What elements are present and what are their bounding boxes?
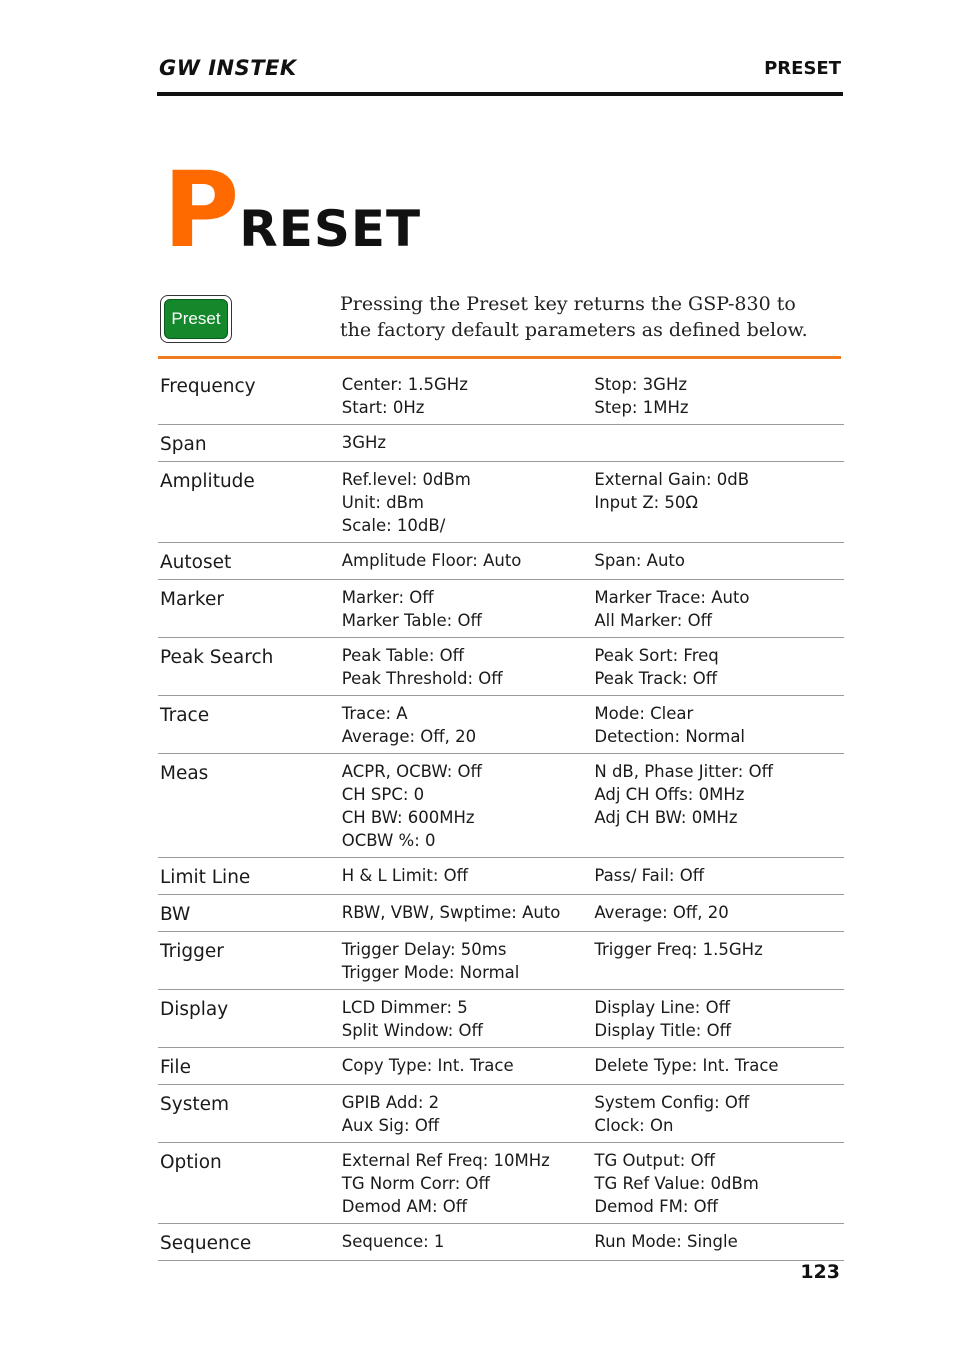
table-row (158, 858, 844, 895)
section-name: PRESET (764, 58, 841, 79)
setting-category: Sequence (160, 1233, 252, 1254)
setting-value: N dB, Phase Jitter: Off (594, 762, 773, 781)
setting-values-left (342, 586, 595, 632)
setting-value: H & L Limit: Off (341, 866, 468, 885)
setting-values-left (342, 938, 595, 984)
setting-value: Peak Track: Off (594, 669, 718, 688)
setting-value: Start: 0Hz (341, 398, 425, 417)
setting-values-right (594, 586, 844, 632)
setting-value: Clock: On (594, 1116, 674, 1135)
title-initial: P (163, 149, 240, 271)
page-header (157, 56, 843, 96)
setting-value: Average: Off, 20 (594, 903, 729, 922)
table-row (158, 425, 844, 462)
setting-value: Trace: A (341, 704, 408, 723)
setting-value: Trigger Freq: 1.5GHz (594, 940, 763, 959)
setting-value: Marker Table: Off (341, 611, 482, 630)
table-row (158, 367, 844, 425)
setting-values-left (342, 431, 595, 456)
setting-value: Aux Sig: Off (341, 1116, 440, 1135)
setting-values-right (594, 901, 844, 926)
setting-category: Autoset (160, 552, 232, 573)
intro-text: Pressing the Preset key returns the GSP-830 to the factory default parameters as defined below. (340, 293, 808, 341)
table-row (158, 1048, 844, 1085)
setting-value: Sequence: 1 (341, 1232, 445, 1251)
setting-value: CH BW: 600MHz (341, 808, 475, 827)
setting-values-right (594, 373, 844, 419)
setting-values-right (594, 468, 844, 537)
setting-values-right (594, 864, 844, 889)
setting-category: BW (160, 904, 191, 925)
setting-value: Step: 1MHz (594, 398, 689, 417)
setting-values-right (594, 1054, 844, 1079)
setting-category: File (160, 1057, 191, 1078)
page-number: 123 (800, 1261, 840, 1283)
setting-value: Display Title: Off (594, 1021, 731, 1040)
setting-values-right (594, 1149, 844, 1218)
table-row (158, 1143, 844, 1224)
title-rest: RESET (239, 200, 422, 258)
table-row (158, 990, 844, 1048)
setting-category: Limit Line (160, 867, 251, 888)
setting-value: Trigger Mode: Normal (341, 963, 520, 982)
table-row (158, 580, 844, 638)
setting-value: Adj CH Offs: 0MHz (594, 785, 745, 804)
setting-values-left (342, 1149, 595, 1218)
setting-values-right (594, 702, 844, 748)
table-row (158, 638, 844, 696)
setting-value: Marker Trace: Auto (594, 588, 750, 607)
setting-value: Peak Threshold: Off (341, 669, 503, 688)
setting-values-left (342, 1091, 595, 1137)
setting-value: OCBW %: 0 (341, 831, 436, 850)
brand-logo: GW INSTEK (159, 56, 297, 80)
table-row (158, 1224, 844, 1261)
setting-value: TG Output: Off (594, 1151, 715, 1170)
setting-value: Peak Sort: Freq (594, 646, 719, 665)
setting-values-left (342, 760, 595, 852)
setting-values-left (342, 644, 595, 690)
setting-value: External Ref Freq: 10MHz (341, 1151, 550, 1170)
setting-value: All Marker: Off (594, 611, 712, 630)
table-row (158, 1085, 844, 1143)
setting-values-left (342, 702, 595, 748)
preset-settings-table (158, 367, 844, 1261)
setting-value: Stop: 3GHz (594, 375, 688, 394)
setting-value: Split Window: Off (341, 1021, 483, 1040)
preset-key-icon (160, 295, 232, 343)
setting-value: TG Norm Corr: Off (341, 1174, 490, 1193)
setting-value: Adj CH BW: 0MHz (594, 808, 738, 827)
setting-values-left (342, 1054, 595, 1079)
setting-value: External Gain: 0dB (594, 470, 750, 489)
setting-value: Input Z: 50Ω (594, 493, 699, 512)
setting-category: Display (160, 999, 229, 1020)
page-title (163, 149, 422, 271)
setting-value: TG Ref Value: 0dBm (594, 1174, 759, 1193)
setting-value: Copy Type: Int. Trace (341, 1056, 514, 1075)
setting-value: Average: Off, 20 (341, 727, 477, 746)
setting-values-right (594, 431, 844, 456)
setting-value: Marker: Off (341, 588, 434, 607)
preset-key-label: Preset (164, 299, 228, 339)
setting-value: Delete Type: Int. Trace (594, 1056, 779, 1075)
setting-value: Center: 1.5GHz (341, 375, 468, 394)
setting-value: 3GHz (341, 433, 387, 452)
setting-values-left (342, 996, 595, 1042)
table-row (158, 932, 844, 990)
setting-value: Mode: Clear (594, 704, 694, 723)
setting-value: LCD Dimmer: 5 (341, 998, 468, 1017)
setting-value: Run Mode: Single (594, 1232, 738, 1251)
setting-category: System (160, 1094, 229, 1115)
setting-values-right (594, 644, 844, 690)
setting-value: Unit: dBm (341, 493, 424, 512)
section-divider (158, 356, 841, 359)
setting-values-right (594, 996, 844, 1042)
setting-values-left (342, 468, 595, 537)
setting-category: Amplitude (160, 471, 255, 492)
setting-value: Display Line: Off (594, 998, 730, 1017)
setting-value: Detection: Normal (594, 727, 746, 746)
setting-category: Meas (160, 763, 209, 784)
setting-category: Frequency (160, 376, 256, 397)
setting-category: Span (160, 434, 207, 455)
setting-value: System Config: Off (594, 1093, 750, 1112)
setting-values-right (594, 549, 844, 574)
setting-value: Scale: 10dB/ (341, 516, 446, 535)
setting-category: Trigger (160, 941, 224, 962)
setting-values-right (594, 1230, 844, 1255)
setting-value: Demod AM: Off (341, 1197, 468, 1216)
setting-values-left (342, 1230, 595, 1255)
table-row (158, 754, 844, 858)
setting-value: CH SPC: 0 (341, 785, 425, 804)
setting-values-right (594, 938, 844, 984)
table-row (158, 543, 844, 580)
setting-value: Ref.level: 0dBm (341, 470, 471, 489)
setting-value: GPIB Add: 2 (341, 1093, 440, 1112)
setting-values-left (342, 373, 595, 419)
setting-value: Amplitude Floor: Auto (341, 551, 522, 570)
setting-value: ACPR, OCBW: Off (341, 762, 482, 781)
setting-category: Option (160, 1152, 222, 1173)
setting-category: Peak Search (160, 647, 274, 668)
setting-values-left (342, 901, 595, 926)
setting-values-left (342, 864, 595, 889)
setting-value: Pass/ Fail: Off (594, 866, 705, 885)
setting-value: Peak Table: Off (341, 646, 464, 665)
setting-value: Trigger Delay: 50ms (341, 940, 507, 959)
setting-values-left (342, 549, 595, 574)
setting-category: Trace (160, 705, 210, 726)
setting-values-right (594, 760, 844, 852)
setting-category: Marker (160, 589, 224, 610)
setting-values-right (594, 1091, 844, 1137)
setting-value: Span: Auto (594, 551, 685, 570)
setting-value: RBW, VBW, Swptime: Auto (341, 903, 561, 922)
table-row (158, 696, 844, 754)
setting-value: Demod FM: Off (594, 1197, 718, 1216)
table-row (158, 895, 844, 932)
table-row (158, 462, 844, 543)
